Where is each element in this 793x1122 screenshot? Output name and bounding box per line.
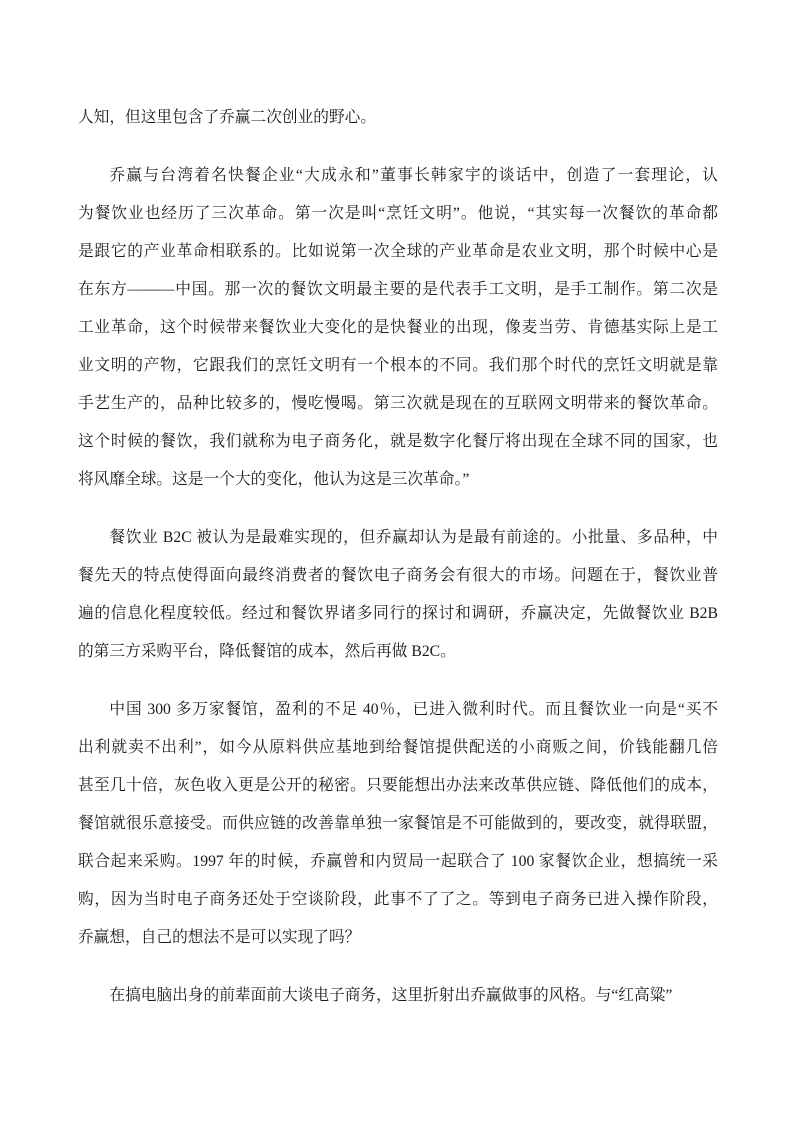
text-line: 餐饮业 B2C 被认为是最难实现的，但乔赢却认为是最有前途的。小批量、多品种，中 — [109, 529, 718, 546]
text-line: 这个时候的餐饮，我们就称为电子商务化，就是数字化餐厅将出现在全球不同的国家，也 — [78, 433, 718, 450]
text-line: 购，因为当时电子商务还处于空谈阶段，此事不了了之。等到电子商务已进入操作阶段， — [78, 891, 718, 908]
text-line: 出利就卖不出利”，如今从原料供应基地到给餐馆提供配送的小商贩之间，价钱能翻几倍 — [78, 739, 718, 756]
paragraph — [78, 977, 718, 1015]
text-line: 甚至几十倍，灰色收入更是公开的秘密。只要能想出办法来改革供应链、降低他们的成本， — [78, 777, 718, 794]
text-line: 中国 300 多万家餐馆，盈利的不足 40％，已进入微利时代。而且餐饮业一向是“买不 — [109, 701, 718, 718]
paragraph — [78, 691, 718, 957]
text-line: 餐馆就很乐意接受。而供应链的改善靠单独一家餐馆是不可能做到的，要改变，就得联盟， — [78, 815, 718, 832]
text-line: 的第三方采购平台，降低餐馆的成本，然后再做 B2C。 — [78, 643, 456, 660]
document-content — [78, 99, 718, 1035]
text-line: 手艺生产的，品种比较多的，慢吃慢喝。第三次就是现在的互联网文明带来的餐饮革命。 — [78, 395, 718, 412]
text-line: 人知，但这里包含了乔赢二次创业的野心。 — [78, 109, 377, 126]
text-line: 工业革命，这个时候带来餐饮业大变化的是快餐业的出现，像麦当劳、肯德基实际上是工 — [78, 319, 718, 336]
text-line: 将风靡全球。这是一个大的变化，他认为这是三次革命。” — [78, 471, 470, 488]
text-line: 乔赢与台湾着名快餐企业“大成永和”董事长韩家宇的谈话中，创造了一套理论，认 — [109, 167, 718, 184]
text-line: 遍的信息化程度较低。经过和餐饮界诸多同行的探讨和调研，乔赢决定，先做餐饮业 B2B — [78, 605, 718, 622]
text-line: 在搞电脑出身的前辈面前大谈电子商务，这里折射出乔赢做事的风格。与“红高粱” — [109, 987, 673, 1004]
paragraph — [78, 99, 718, 137]
paragraph — [78, 519, 718, 671]
text-line: 是跟它的产业革命相联系的。比如说第一次全球的产业革命是农业文明，那个时候中心是 — [78, 243, 718, 260]
text-line: 乔赢想，自己的想法不是可以实现了吗？ — [78, 929, 361, 946]
text-line: 为餐饮业也经历了三次革命。第一次是叫“烹饪文明”。他说，“其实每一次餐饮的革命都 — [78, 205, 718, 222]
paragraph — [78, 157, 718, 499]
text-line: 联合起来采购。1997 年的时候，乔赢曾和内贸局一起联合了 100 家餐饮企业，想搞统一采 — [78, 853, 718, 870]
text-line: 业文明的产物，它跟我们的烹饪文明有一个根本的不同。我们那个时代的烹饪文明就是靠 — [78, 357, 718, 374]
text-line: 餐先天的特点使得面向最终消费者的餐饮电子商务会有很大的市场。问题在于，餐饮业普 — [78, 567, 718, 584]
text-line: 在东方———中国。那一次的餐饮文明最主要的是代表手工文明，是手工制作。第二次是 — [78, 281, 718, 298]
